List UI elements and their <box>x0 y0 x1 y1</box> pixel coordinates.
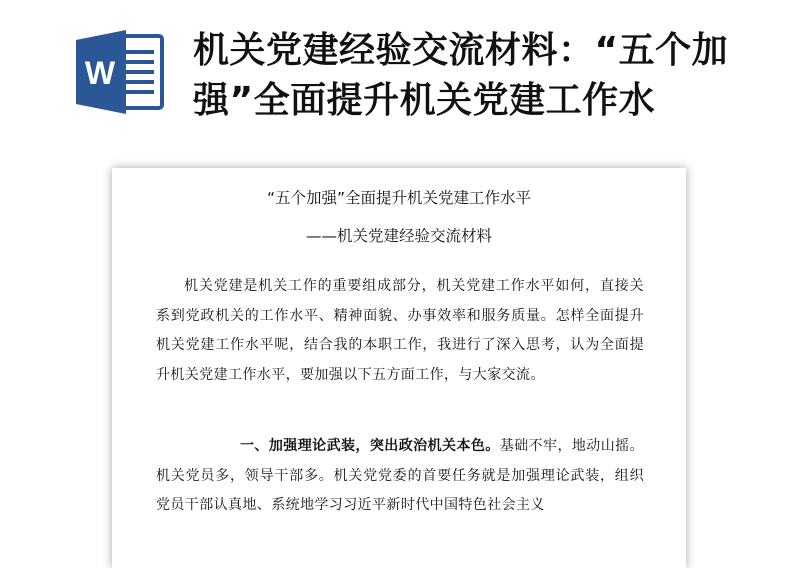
intro-paragraph: 机关党建是机关工作的重要组成部分，机关党建工作水平如何，直接关系到党政机关的工作水平、精神面貌、办事效率和服务质量。怎样全面提升机关党建工作水平呢，结合我的本职工作，我进行了深入思考，认为全面提升机关党建工作水平，要加强以下五方面工作，与大家交流。 <box>156 278 644 383</box>
svg-text:W: W <box>84 55 116 91</box>
section-1-heading: 一、加强理论武装，突出政治机关本色。 <box>240 438 500 454</box>
document-title: “五个加强”全面提升机关党建工作水平 <box>266 189 532 207</box>
word-document-icon <box>76 28 166 116</box>
section-1-paragraph <box>156 432 644 521</box>
document-subtitle: ——机关党建经验交流材料 <box>305 227 492 245</box>
header-title: 机关党建经验交流材料：“五个加强”全面提升机关党建工作水 <box>193 30 729 121</box>
section-1-body: 基础不牢，地动山摇。机关党员多，领导干部多。机关党党委的首要任务就是加强理论武装，组织党员干部认真地、系统地学习习近平新时代中国特色社会主义 <box>156 438 644 513</box>
document-page <box>112 168 686 568</box>
header <box>0 0 800 150</box>
